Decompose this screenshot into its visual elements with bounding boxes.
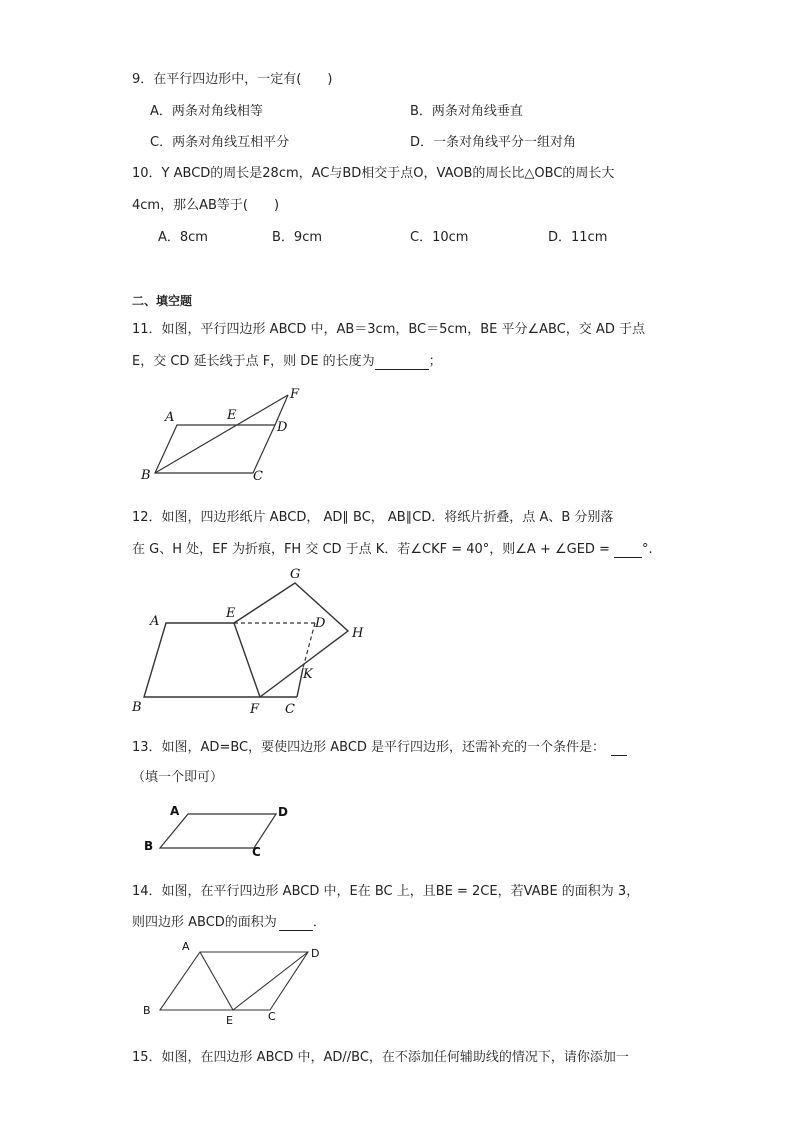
q14-segment-ae	[200, 952, 233, 1010]
q10-option-c: C．10cm	[410, 230, 469, 245]
q10-option-b: B．9cm	[272, 230, 323, 245]
q12-label-c: C	[285, 702, 295, 717]
q12-answer-blank[interactable]	[614, 542, 642, 558]
q14-label-d: D	[311, 947, 320, 960]
q12-label-d: D	[315, 616, 326, 631]
q9-option-c: C．两条对角线互相平分	[150, 135, 290, 150]
q11-line2-end: ；	[428, 354, 442, 369]
q11-line2-text: E，交 CD 延长线于点 F，则 DE 的长度为	[132, 354, 375, 369]
q10-option-d: D．11cm	[548, 230, 608, 245]
q14-line1: 14．如图，在平行四边形 ABCD 中，E在 BC 上，且BE = 2CE，若VABE 的面积为 3，	[132, 884, 640, 899]
q10-line2: 4cm，那么AB等于( )	[132, 198, 280, 213]
q12-label-k: K	[303, 667, 313, 682]
q14-line2-end: ．	[312, 915, 326, 930]
section-heading: 二、填空题	[132, 294, 193, 308]
q13-figure	[140, 800, 300, 860]
q11-line1: 11．如图，平行四边形 ABCD 中，AB＝3cm，BC＝5cm，BE 平分∠ABC，交 AD 于点	[132, 322, 645, 337]
q13-parallelogram	[160, 814, 276, 848]
q13-label-b: B	[144, 839, 154, 853]
q12-folded-piece	[234, 583, 348, 697]
q12-left-piece	[144, 623, 260, 697]
q12-line2	[132, 538, 653, 558]
q9-option-d: D．一条对角线平分一组对角	[410, 135, 577, 150]
q12-figure	[130, 565, 380, 720]
q11-label-d: D	[277, 420, 288, 435]
q13-label-c: C	[252, 845, 261, 859]
q13-answer-blank[interactable]	[611, 740, 627, 756]
q11-label-a: A	[165, 410, 175, 425]
q14-label-a: A	[182, 940, 190, 953]
q9-option-b: B．两条对角线垂直	[410, 104, 523, 119]
q12-label-f: F	[250, 702, 260, 717]
q12-label-g: G	[290, 567, 301, 582]
q12-line2-text: 在 G、H 处，EF 为折痕，FH 交 CD 于点 K．若∠CKF = 40°，则∠A + ∠GED =	[132, 542, 610, 557]
q12-label-a: A	[150, 614, 160, 629]
q14-label-e: E	[226, 1014, 233, 1027]
q15-line1: 15．如图，在四边形 ABCD 中，AD//BC，在不添加任何辅助线的情况下，请你添加一	[132, 1050, 629, 1065]
q12-dashed-dk	[303, 623, 315, 668]
q13-line1	[132, 736, 627, 756]
q11-parallelogram	[155, 425, 275, 473]
q14-parallelogram	[160, 952, 308, 1010]
q10-option-a: A．8cm	[158, 230, 208, 245]
q11-label-f: F	[290, 387, 300, 402]
q14-line2	[132, 911, 326, 931]
q14-label-b: B	[143, 1004, 151, 1017]
q11-label-c: C	[253, 469, 263, 484]
q13-label-d: D	[278, 805, 288, 819]
q12-label-h: H	[352, 626, 364, 641]
q14-figure	[140, 940, 340, 1028]
q12-label-b: B	[132, 700, 142, 715]
q14-segment-ed	[233, 952, 308, 1010]
q9-stem: 9．在平行四边形中，一定有( )	[132, 72, 333, 87]
q11-figure	[135, 385, 315, 485]
q12-fold-line-ef	[234, 623, 260, 697]
q14-answer-blank[interactable]	[279, 915, 313, 931]
q12-line1: 12．如图，四边形纸片 ABCD， AD∥ BC， AB∥CD．将纸片折叠，点 A、B 分别落	[132, 510, 614, 525]
q10-line1: 10．Y ABCD的周长是28cm，AC与BD相交于点O，VAOB的周长比△OBC的周长大	[132, 166, 615, 181]
q9-option-a: A．两条对角线相等	[150, 104, 263, 119]
q13-line2: （填一个即可）	[132, 770, 224, 785]
q11-answer-blank[interactable]	[375, 354, 429, 370]
q14-label-c: C	[268, 1010, 276, 1023]
q13-line1-text: 13．如图，AD=BC，要使四边形 ABCD 是平行四边形，还需补充的一个条件是：	[132, 740, 606, 755]
q13-label-a: A	[170, 804, 180, 818]
q11-label-b: B	[141, 468, 151, 483]
q12-line2-end: °.	[641, 542, 653, 557]
q11-line-bf	[155, 395, 288, 473]
q12-label-e: E	[226, 606, 236, 621]
q11-label-e: E	[227, 408, 237, 423]
q14-line2-text: 则四边形 ABCD的面积为	[132, 915, 277, 930]
q11-line2	[132, 350, 442, 370]
